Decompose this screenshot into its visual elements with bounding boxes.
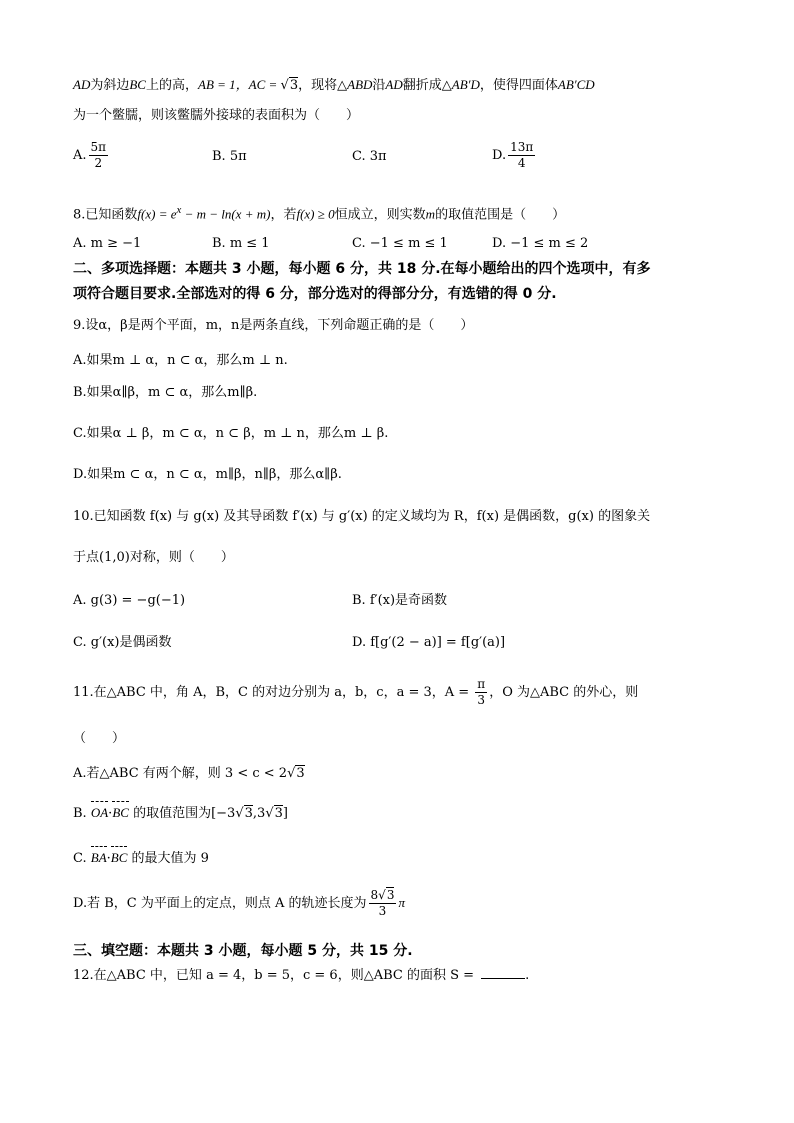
q11-option-d: D.若 B，C 为平面上的定点，则点 A 的轨迹长度为 $\frac{8√3}{3}$ π [73,888,405,918]
q8-option-d: D. −1 ≤ m ≤ 2 [492,236,589,251]
section-2-heading-line1: 二、多项选择题：本题共 3 小题，每小题 6 分，共 18 分.在每小题给出的四个选项中，有多 [73,261,651,277]
q9-option-b: B.如果α∥β，m ⊂ α，那么m∥β. [73,385,258,400]
q10-option-a: A. g(3) = −g(−1) [73,593,186,608]
fraction: $\frac{\pi}{3}$ [477,677,486,707]
q8-option-b: B. m ≤ 1 [212,236,270,251]
q7-option-a: A. $\frac{5\pi}{2}$ [73,140,107,170]
vector-bc: BC [110,850,128,865]
q7-line1: AD为斜边BC上的高，AB = 1，AC = √3，现将△ABD沿AD翻折成△AB′D，使得四面体AB′CD [73,77,595,93]
q11-option-b: B. OA·BC 的取值范围为[−3√3,3√3] [73,805,288,821]
q12-stem: 12.在△ABC 中，已知 a = 4，b = 5，c = 6，则△ABC 的面积 S = . [73,968,530,983]
q7-option-b: B. 5π [212,149,247,164]
q10-stem-line2: 于点(1,0)对称，则（ ） [73,550,234,565]
section-3-heading: 三、填空题：本题共 3 小题，每小题 5 分，共 15 分. [73,943,413,959]
vector-oa: OA [90,805,109,820]
answer-blank[interactable] [481,978,525,979]
q9-option-c: C.如果α ⊥ β，m ⊂ α，n ⊂ β，m ⊥ n，那么m ⊥ β. [73,426,389,441]
vector-ba: BA [90,850,107,865]
q9-option-d: D.如果m ⊂ α，n ⊂ α，m∥β，n∥β，那么α∥β. [73,467,342,482]
q10-stem-line1: 10.已知函数 f(x) 与 g(x) 及其导函数 f′(x) 与 g′(x) 的定义域均为 R，f(x) 是偶函数，g(x) 的图象关 [73,509,651,524]
vector-bc: BC [112,805,129,820]
fraction: $\frac{8√3}{3}$ [370,888,395,918]
q7-option-d: D. $\frac{13\pi}{4}$ [492,140,534,170]
q11-option-c: C. BA·BC 的最大值为 9 [73,850,209,866]
fraction: $\frac{5\pi}{2}$ [90,140,107,170]
q8-option-c: C. −1 ≤ m ≤ 1 [352,236,448,251]
q10-option-d: D. f[g′(2 − a)] = f[g′(a)] [352,635,506,650]
q11-stem: 11.在△ABC 中，角 A，B，C 的对边分别为 a，b，c，a = 3，A = $\frac{\pi}{3}$ ，O 为△ABC 的外心，则 [73,677,639,707]
section-2-heading-line2: 项符合题目要求.全部选对的得 6 分，部分选对的得部分分，有选错的得 0 分. [73,286,557,302]
q8-stem: 8.已知函数$f(x) = e^x - m - \ln(x + m)$，若f(x) ≥ 0恒成立，则实数m的取值范围是（ ） [73,204,566,223]
q7-line2: 为一个鳖臑，则该鳖臑外接球的表面积为（ ） [73,108,360,123]
q9-stem: 9.设α，β是两个平面，m，n是两条直线，下列命题正确的是（ ） [73,318,474,333]
q11-answer-paren: （ ） [73,731,126,746]
q10-option-c: C. g′(x)是偶函数 [73,635,172,650]
q11-option-a: A.若△ABC 有两个解，则 3 < c < 2√3 [73,766,305,781]
q8-option-a: A. m ≥ −1 [73,236,142,251]
q9-option-a: A.如果m ⊥ α，n ⊂ α，那么m ⊥ n. [73,353,288,368]
fraction: $\frac{13\pi}{4}$ [510,140,534,170]
q10-option-b: B. f′(x)是奇函数 [352,593,448,608]
q7-option-c: C. 3π [352,149,387,164]
